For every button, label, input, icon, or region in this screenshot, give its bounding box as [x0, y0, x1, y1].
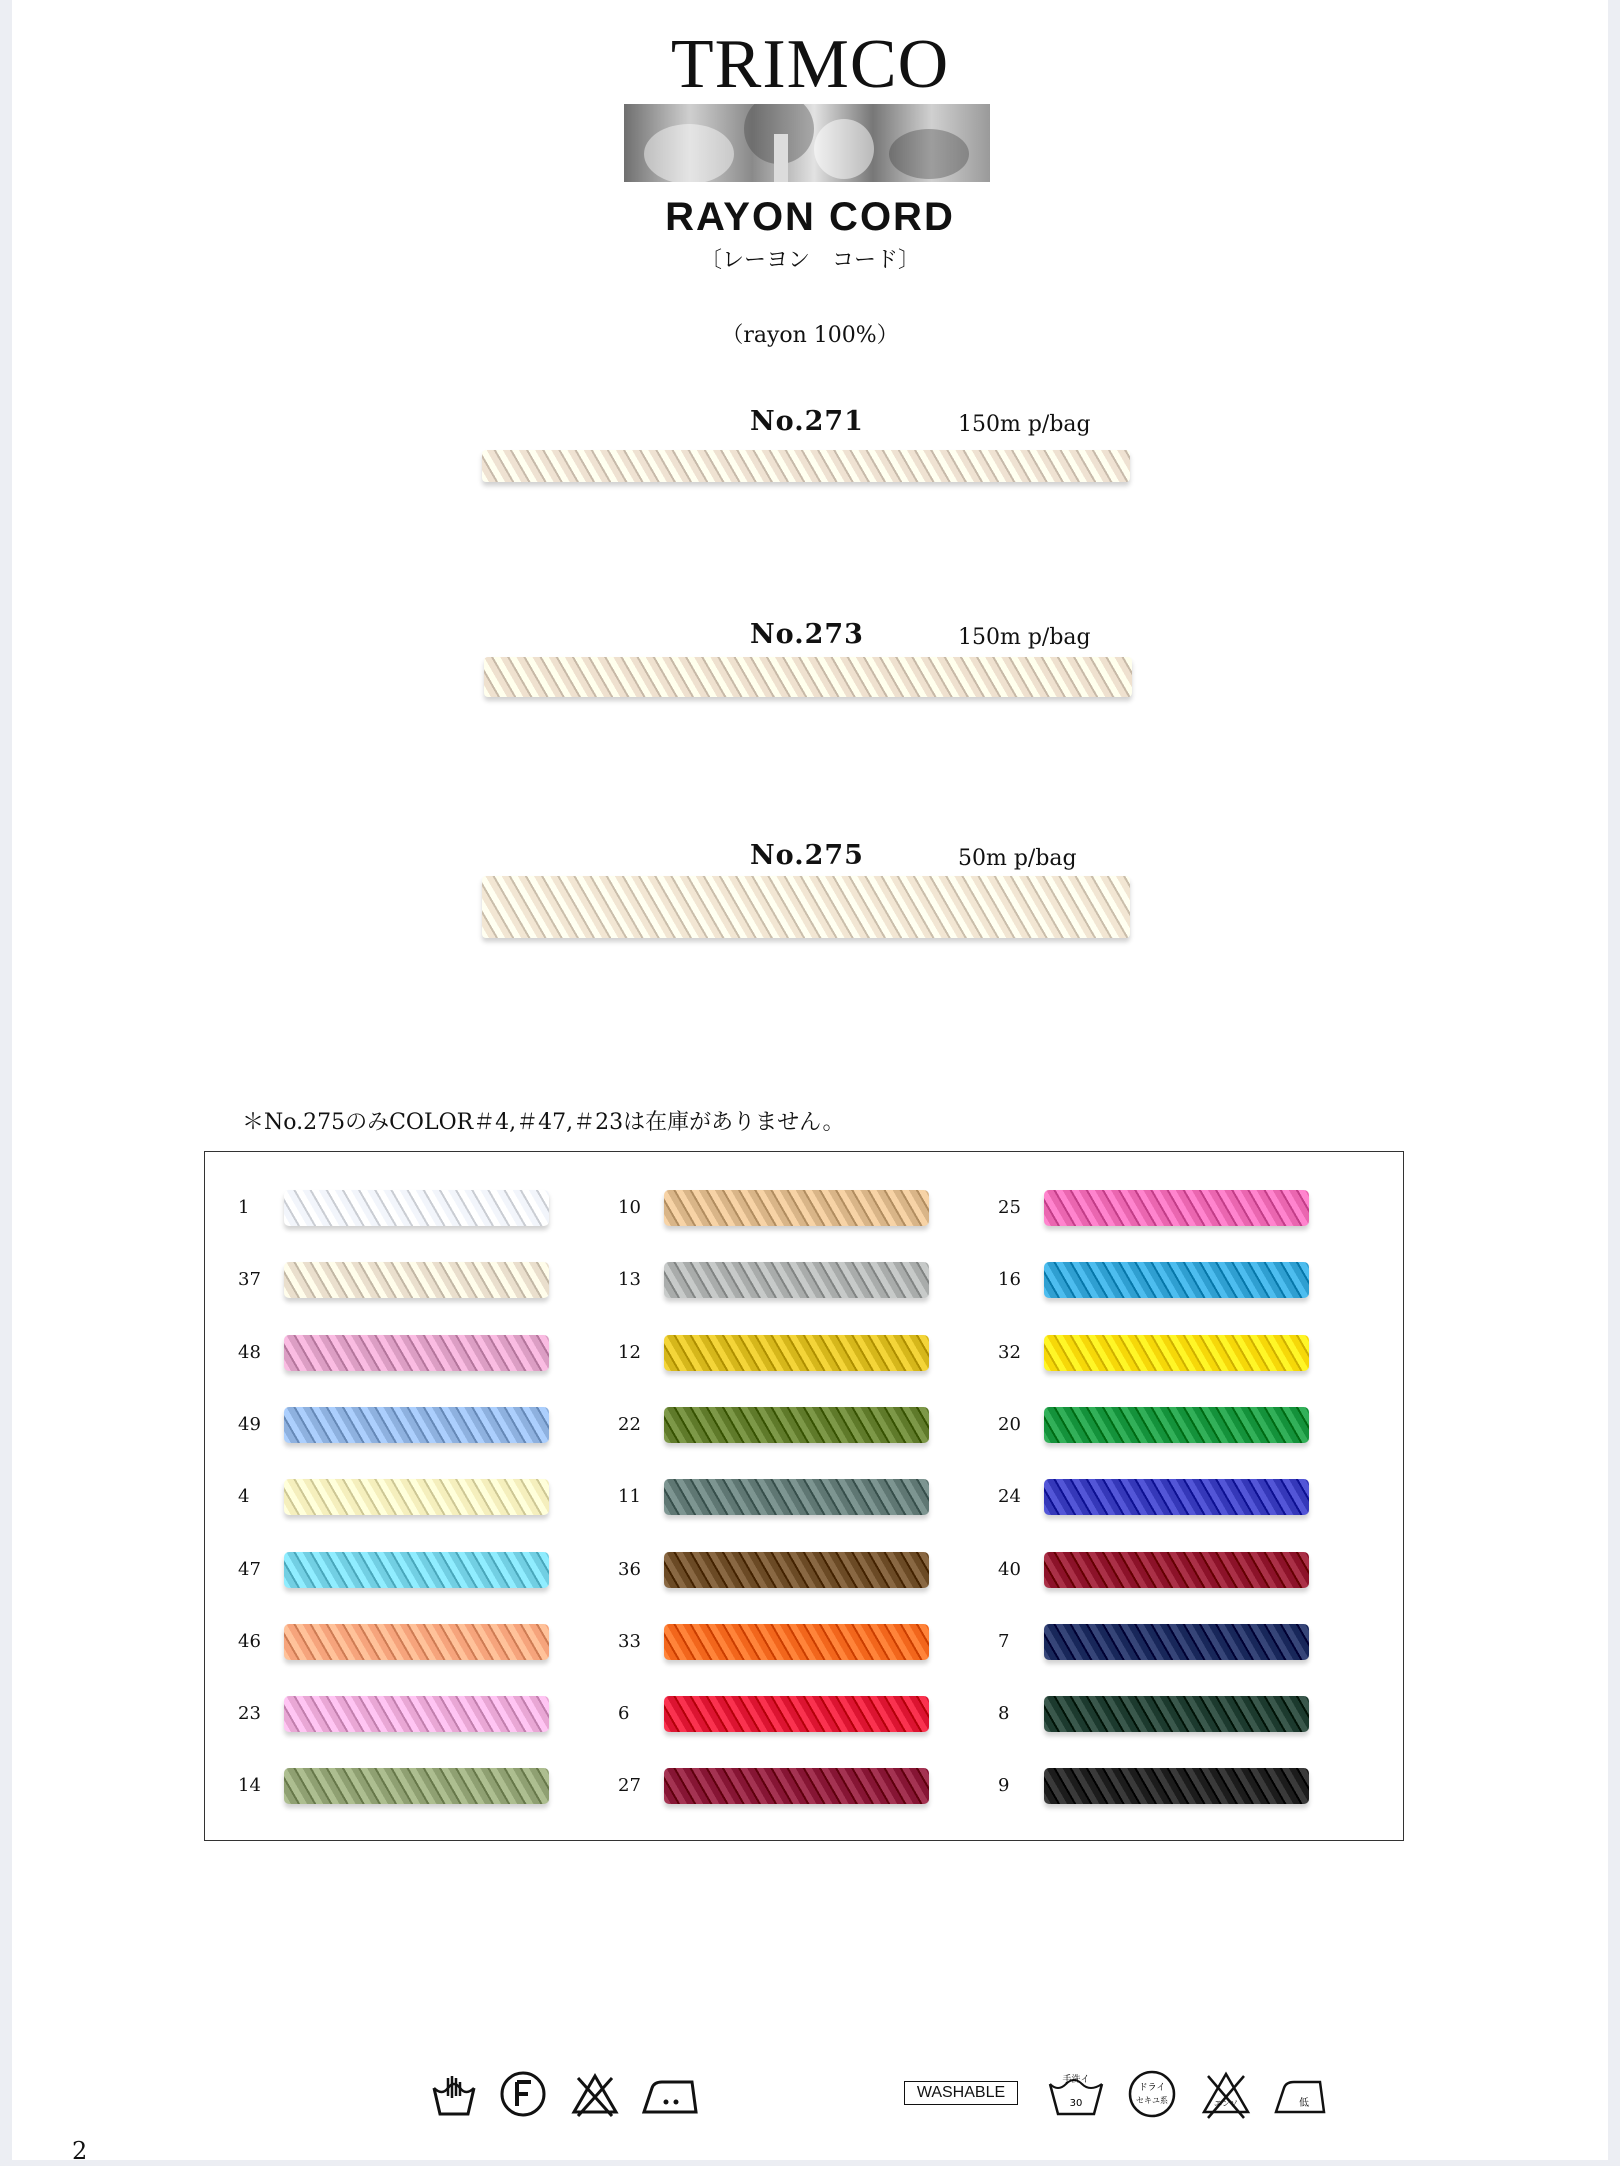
page-number: 2 — [72, 2137, 88, 2165]
trim-banner-image — [624, 104, 990, 182]
product-title: RAYON CORD — [665, 195, 955, 239]
brand-logo: TRIMCO — [670, 26, 950, 103]
color-swatch — [1044, 1768, 1309, 1804]
no-hand-wash-icon — [430, 2068, 478, 2120]
color-swatch — [664, 1624, 929, 1660]
swatch-label: 49 — [238, 1413, 261, 1435]
color-swatch — [1044, 1479, 1309, 1515]
color-swatch — [1044, 1407, 1309, 1443]
product-number-273: No.273 — [750, 619, 864, 650]
color-swatch — [664, 1552, 929, 1588]
color-swatch — [1044, 1624, 1309, 1660]
hand-wash-30-icon — [1046, 2068, 1106, 2120]
color-swatch — [664, 1262, 929, 1298]
no-bleach-jp-icon — [1198, 2068, 1254, 2120]
swatch-label: 37 — [238, 1269, 261, 1291]
color-swatch-table — [204, 1151, 1404, 1841]
swatch-label: 25 — [998, 1197, 1021, 1218]
hand-wash-temp: 30 — [1069, 2098, 1083, 2109]
swatch-label: 33 — [618, 1630, 641, 1652]
iron-low-label: 低 — [1299, 2098, 1309, 2109]
swatch-label: 46 — [238, 1630, 261, 1652]
cord-sample-271 — [482, 450, 1130, 482]
color-swatch — [664, 1696, 929, 1732]
iron-low-icon — [1272, 2068, 1328, 2120]
swatch-label: 23 — [238, 1703, 261, 1725]
swatch-label: 48 — [238, 1341, 261, 1363]
swatch-label: 12 — [618, 1341, 641, 1363]
color-swatch — [284, 1696, 549, 1732]
color-swatch — [1044, 1190, 1309, 1226]
product-quantity-271: 150m p/bag — [958, 412, 1091, 437]
color-swatch — [1044, 1696, 1309, 1732]
color-swatch — [284, 1335, 549, 1371]
color-swatch — [664, 1768, 929, 1804]
product-quantity-275: 50m p/bag — [958, 846, 1077, 871]
swatch-label: 32 — [998, 1341, 1021, 1363]
color-swatch — [284, 1407, 549, 1443]
color-swatch — [284, 1768, 549, 1804]
color-swatch — [664, 1335, 929, 1371]
catalog-page — [12, 0, 1608, 2165]
color-swatch — [1044, 1335, 1309, 1371]
color-swatch — [284, 1552, 549, 1588]
swatch-label: 24 — [998, 1486, 1021, 1508]
hand-wash-label: 手洗イ — [1062, 2075, 1090, 2085]
product-number-275: No.275 — [750, 840, 864, 871]
dry-clean-label: ドライ — [1138, 2083, 1166, 2093]
swatch-label: 20 — [998, 1413, 1021, 1435]
color-swatch — [284, 1624, 549, 1660]
color-swatch — [664, 1407, 929, 1443]
swatch-label: 40 — [998, 1558, 1021, 1580]
product-number-271: No.271 — [750, 406, 864, 437]
swatch-label: 11 — [618, 1486, 641, 1508]
swatch-label: 36 — [618, 1558, 641, 1580]
swatch-label: 16 — [998, 1269, 1021, 1291]
swatch-label: 13 — [618, 1269, 641, 1291]
iron-medium-icon — [640, 2068, 700, 2120]
color-swatch — [664, 1190, 929, 1226]
product-quantity-273: 150m p/bag — [958, 625, 1091, 650]
swatch-label: 7 — [998, 1630, 1010, 1652]
color-swatch — [284, 1190, 549, 1226]
swatch-label: 14 — [238, 1775, 261, 1797]
composition-text: （rayon 100%） — [721, 323, 899, 348]
swatch-label: 10 — [618, 1197, 641, 1218]
stock-note: ＊No.275のみCOLOR＃4,＃47,＃23は在庫がありません。 — [242, 1110, 845, 1135]
color-swatch — [1044, 1552, 1309, 1588]
swatch-label: 9 — [998, 1775, 1010, 1797]
swatch-label: 4 — [238, 1486, 250, 1508]
color-swatch — [1044, 1262, 1309, 1298]
swatch-label: 27 — [618, 1775, 641, 1797]
color-swatch — [284, 1262, 549, 1298]
color-swatch — [284, 1479, 549, 1515]
cord-sample-273 — [484, 657, 1132, 697]
no-bleach-label: エンソ — [1214, 2099, 1238, 2108]
swatch-label: 47 — [238, 1558, 261, 1580]
product-subtitle-jp: 〔レーヨン コード〕 — [699, 248, 920, 273]
dry-clean-sub-label: セキユ系 — [1136, 2096, 1168, 2105]
swatch-label: 8 — [998, 1703, 1010, 1725]
washable-badge: WASHABLE — [904, 2081, 1018, 2105]
dry-clean-petroleum-icon — [1126, 2068, 1178, 2120]
dry-clean-f-icon — [498, 2068, 548, 2120]
swatch-label: 6 — [618, 1703, 630, 1725]
swatch-label: 22 — [618, 1413, 641, 1435]
cord-sample-275 — [482, 876, 1130, 938]
swatch-label: 1 — [238, 1197, 250, 1218]
color-swatch — [664, 1479, 929, 1515]
no-bleach-icon — [570, 2068, 620, 2120]
